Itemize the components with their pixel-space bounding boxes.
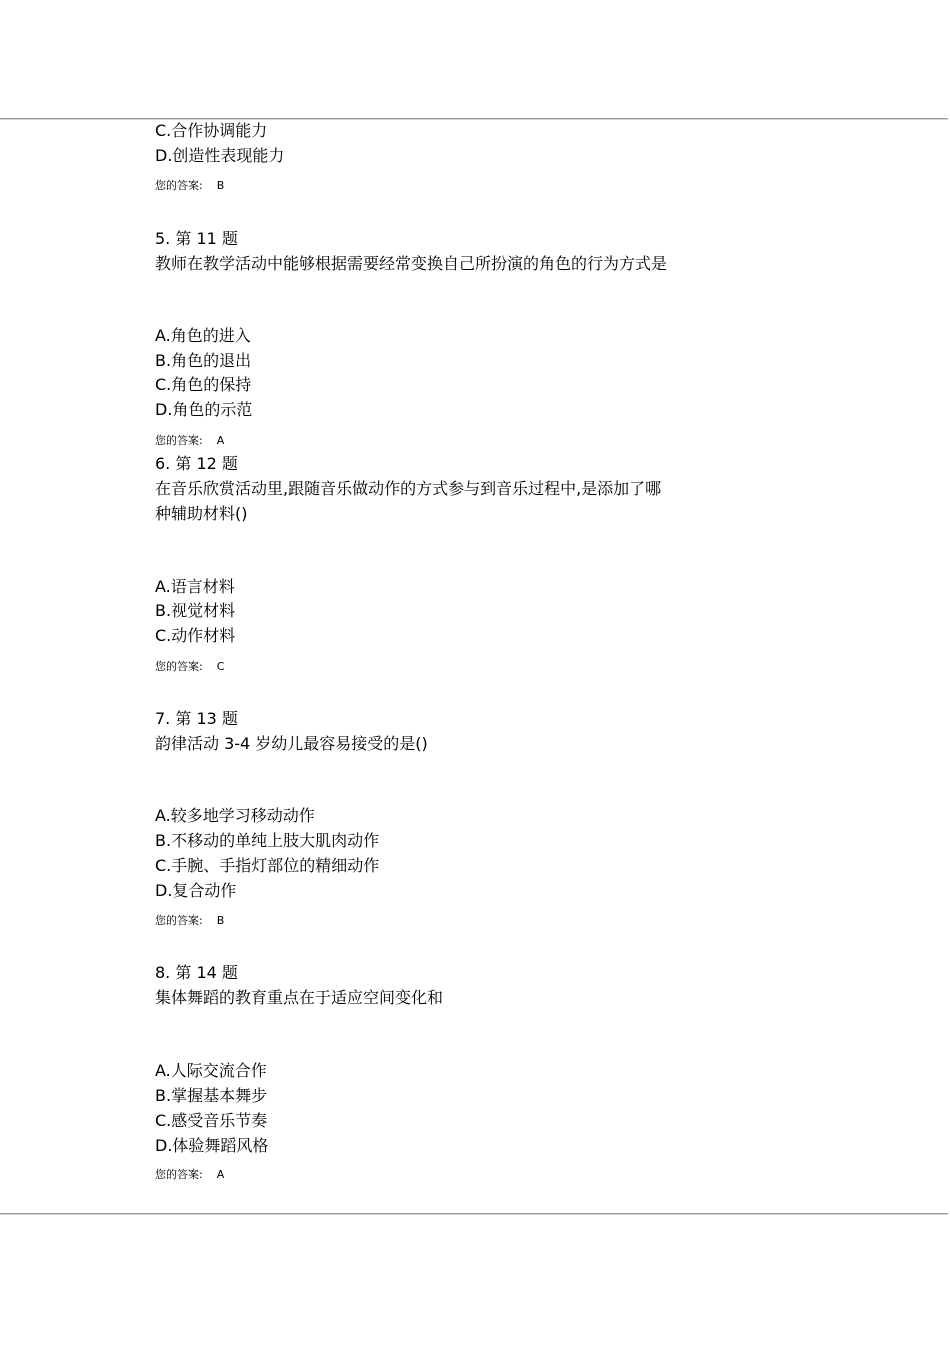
answer-value: B — [216, 179, 225, 192]
option: D.体验舞蹈风格 — [155, 1136, 269, 1155]
question-text: 教师在教学活动中能够根据需要经常变换自己所扮演的角色的行为方式是 — [155, 254, 668, 273]
answer-label: 您的答案: — [155, 1168, 203, 1181]
option: D.角色的示范 — [155, 400, 253, 419]
option: A.角色的进入 — [155, 326, 251, 345]
bottom-divider — [0, 1213, 948, 1215]
your-answer — [155, 914, 224, 928]
question-header: 6. 第 12 题 — [155, 454, 238, 473]
question-header: 8. 第 14 题 — [155, 963, 238, 982]
option: A.人际交流合作 — [155, 1061, 267, 1080]
question-text: 种辅助材料() — [155, 504, 248, 523]
answer-value: A — [216, 1168, 225, 1181]
question-header: 7. 第 13 题 — [155, 709, 238, 728]
option: A.较多地学习移动动作 — [155, 806, 315, 825]
your-answer — [155, 1168, 224, 1182]
answer-value: A — [216, 434, 225, 447]
option: B.掌握基本舞步 — [155, 1086, 268, 1105]
option: C.动作材料 — [155, 626, 236, 645]
option: C.角色的保持 — [155, 375, 252, 394]
option: C.手腕、手指灯部位的精细动作 — [155, 856, 380, 875]
question-text: 集体舞蹈的教育重点在于适应空间变化和 — [155, 988, 444, 1007]
option: B.不移动的单纯上肢大肌肉动作 — [155, 831, 380, 850]
answer-label: 您的答案: — [155, 434, 203, 447]
option: D.创造性表现能力 — [155, 146, 285, 165]
your-answer — [155, 660, 224, 674]
answer-value: B — [216, 914, 225, 927]
your-answer — [155, 434, 224, 448]
your-answer — [155, 179, 224, 193]
question-header: 5. 第 11 题 — [155, 229, 238, 248]
question-text: 在音乐欣赏活动里,跟随音乐做动作的方式参与到音乐过程中,是添加了哪 — [155, 479, 662, 498]
top-divider — [0, 118, 948, 120]
option: C.合作协调能力 — [155, 121, 268, 140]
answer-label: 您的答案: — [155, 914, 203, 927]
question-text: 韵律活动 3-4 岁幼儿最容易接受的是() — [155, 734, 428, 753]
answer-label: 您的答案: — [155, 179, 203, 192]
answer-value: C — [216, 660, 225, 673]
option: B.视觉材料 — [155, 601, 236, 620]
answer-label: 您的答案: — [155, 660, 203, 673]
option: B.角色的退出 — [155, 351, 252, 370]
option: A.语言材料 — [155, 577, 235, 596]
option: D.复合动作 — [155, 881, 237, 900]
option: C.感受音乐节奏 — [155, 1111, 268, 1130]
